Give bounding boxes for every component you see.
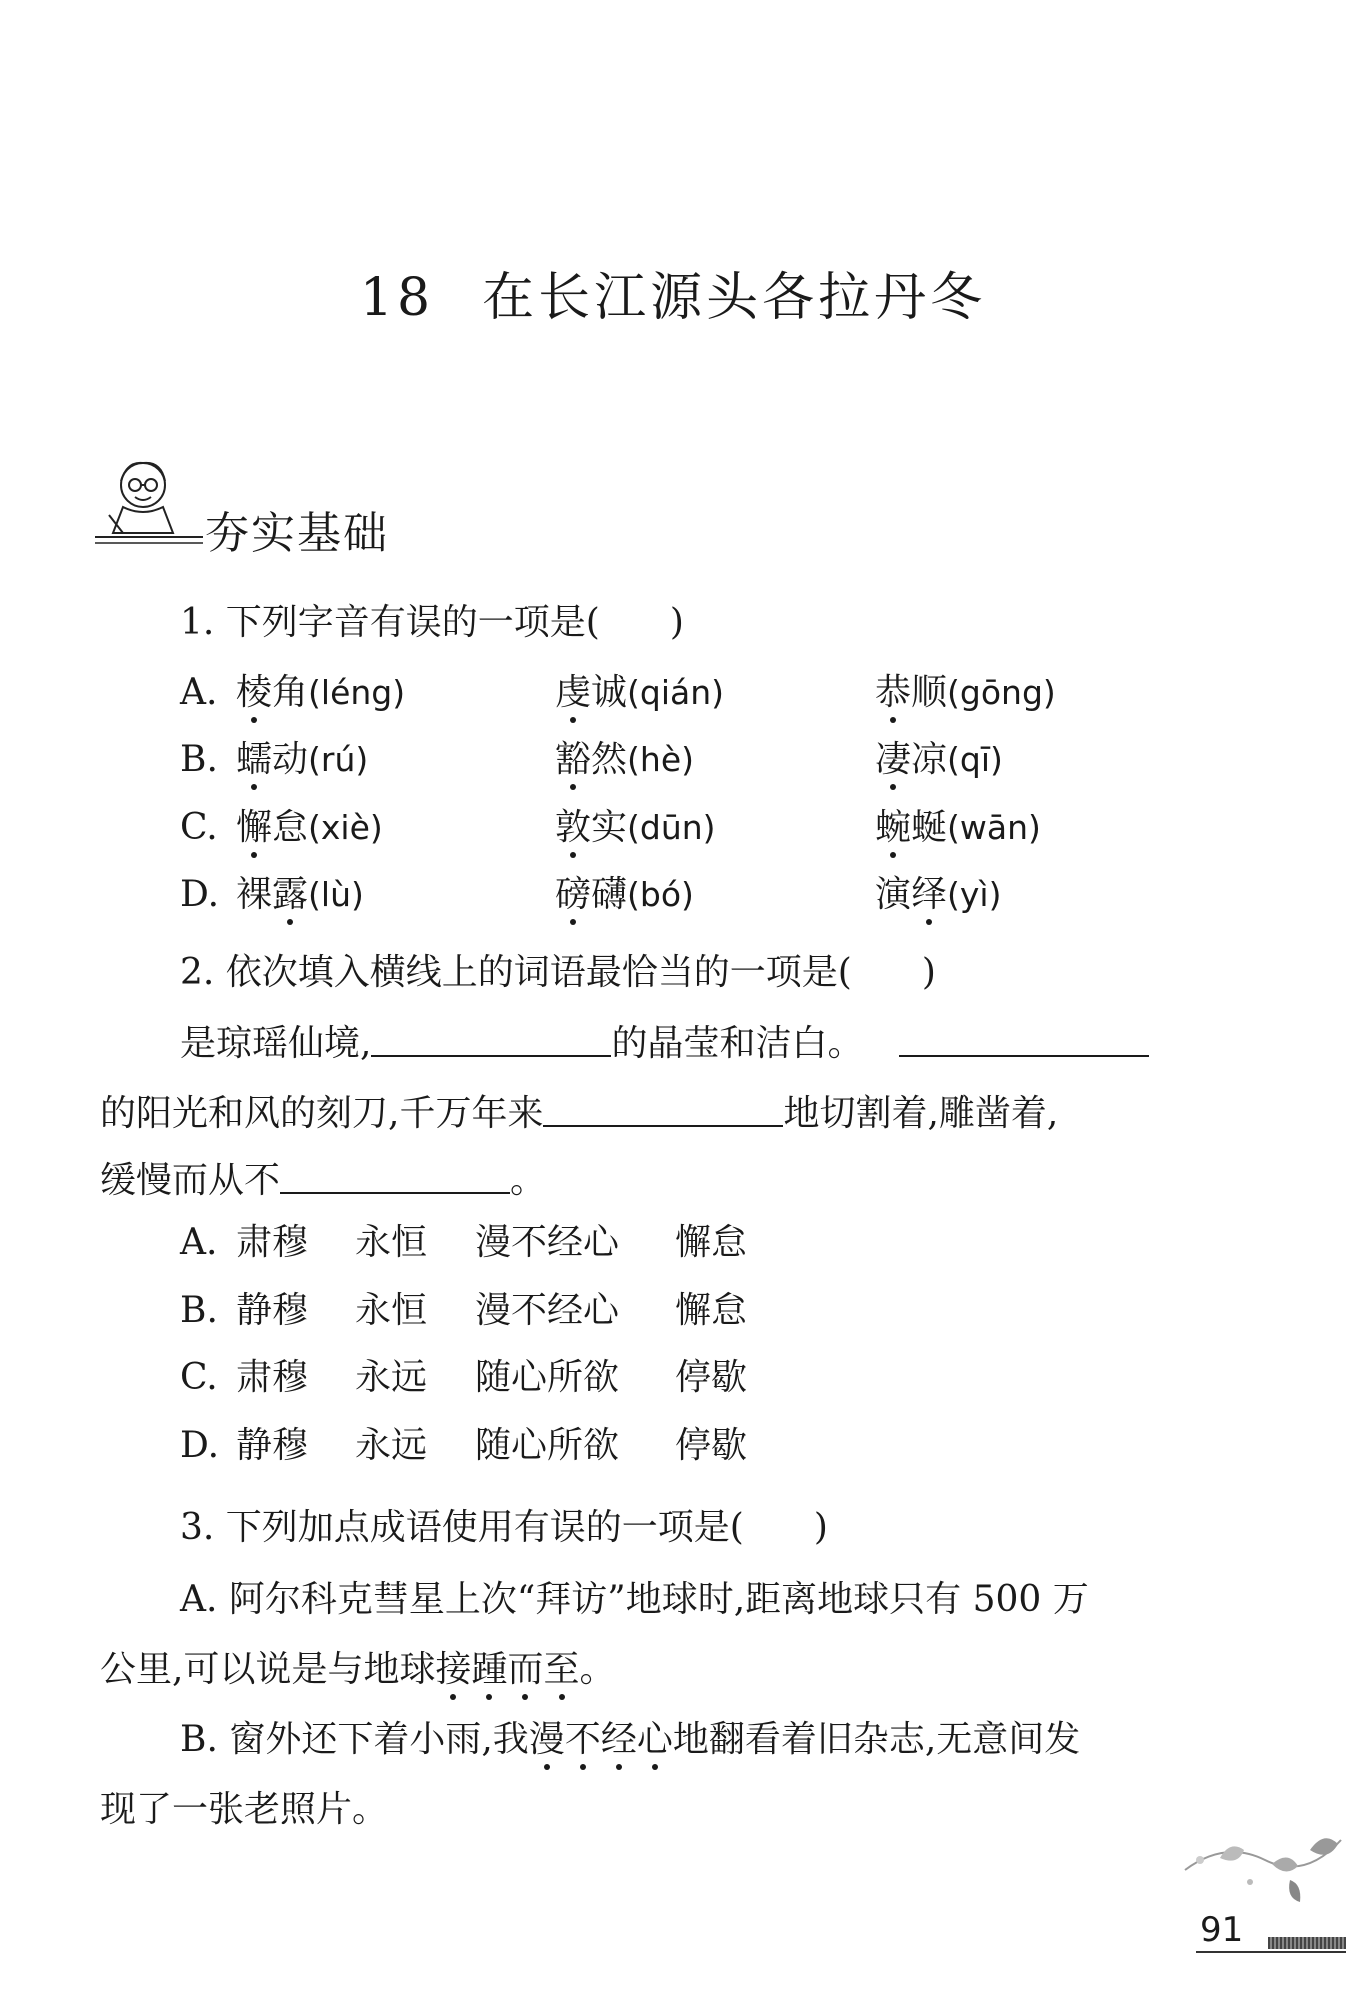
dotted-char: 漫 bbox=[528, 1719, 565, 1760]
pinyin-item bbox=[875, 874, 1002, 915]
pinyin: (yì) bbox=[947, 875, 1002, 914]
teacher-cartoon-icon bbox=[95, 455, 205, 565]
pinyin: (xiè) bbox=[308, 808, 383, 847]
option-word: 懈怠 bbox=[675, 1222, 748, 1263]
q3-option-b-line-2: 现了一张老照片。 bbox=[100, 1789, 389, 1830]
section-header bbox=[95, 455, 515, 565]
dotted-char: 不 bbox=[564, 1719, 601, 1760]
pinyin: (qián) bbox=[627, 673, 725, 712]
q3-text: 公里,可以说是与地球 bbox=[100, 1649, 436, 1690]
q2-text: 地切割着,雕凿着, bbox=[783, 1093, 1059, 1134]
char: 礴 bbox=[591, 874, 628, 915]
char: 诚 bbox=[591, 672, 628, 713]
pinyin: (dūn) bbox=[627, 808, 716, 847]
dotted-idiom bbox=[435, 1649, 579, 1690]
char: 凉 bbox=[911, 739, 948, 780]
dotted-char: 磅 bbox=[555, 874, 592, 915]
char: 蜒 bbox=[911, 807, 948, 848]
pinyin: (rú) bbox=[308, 740, 369, 779]
q3-text: B. 窗外还下着小雨,我 bbox=[180, 1719, 529, 1760]
dotted-idiom bbox=[529, 1719, 673, 1760]
lesson-number: 18 bbox=[359, 268, 435, 328]
q1-stem-text: 1. 下列字音有误的一项是( bbox=[180, 602, 600, 643]
q2-text: 的阳光和风的刻刀,千万年来 bbox=[100, 1093, 544, 1134]
dotted-char: 绎 bbox=[911, 874, 948, 915]
q2-stem-end: ) bbox=[921, 952, 936, 993]
q2-passage-line-3 bbox=[100, 1162, 546, 1199]
q2-stem-text: 2. 依次填入横线上的词语最恰当的一项是( bbox=[180, 952, 852, 993]
pinyin-item bbox=[875, 739, 1003, 780]
char: 顺 bbox=[911, 672, 948, 713]
option-letter: A. bbox=[180, 672, 218, 713]
q3-option-b-line-1 bbox=[180, 1719, 1081, 1760]
q3-stem bbox=[180, 1507, 828, 1548]
option-letter: C. bbox=[180, 807, 218, 848]
char: 动 bbox=[272, 739, 309, 780]
char: 角 bbox=[272, 672, 309, 713]
pinyin: (qī) bbox=[947, 740, 1003, 779]
pinyin-item bbox=[875, 807, 1041, 848]
dotted-char: 接 bbox=[435, 1649, 472, 1690]
pinyin: (bó) bbox=[627, 875, 694, 914]
char: 演 bbox=[875, 874, 912, 915]
dotted-char: 蜿 bbox=[875, 807, 912, 848]
char: 裸 bbox=[236, 874, 273, 915]
footer-bar bbox=[1268, 1937, 1346, 1949]
q2-passage-line-2 bbox=[100, 1095, 1058, 1132]
pinyin-item bbox=[236, 672, 406, 713]
q1-stem bbox=[180, 602, 684, 643]
q2-passage-line-1 bbox=[180, 1025, 1149, 1062]
dotted-char: 蠕 bbox=[236, 739, 273, 780]
option-word: 停歇 bbox=[675, 1357, 748, 1398]
q3-option-a-line-2 bbox=[100, 1649, 616, 1690]
q1-stem-end: ) bbox=[669, 602, 684, 643]
fill-blank[interactable] bbox=[543, 1095, 783, 1127]
option-word: 随心所欲 bbox=[475, 1425, 620, 1466]
q3-text: 。 bbox=[579, 1649, 616, 1690]
q2-text: 的晶莹和洁白。 bbox=[611, 1023, 864, 1064]
option-letter: C. bbox=[180, 1357, 218, 1398]
option-word: 静穆 bbox=[236, 1290, 309, 1331]
dotted-char: 心 bbox=[636, 1719, 673, 1760]
pinyin-item bbox=[236, 874, 364, 915]
dotted-char: 豁 bbox=[555, 739, 592, 780]
section-title: 夯实基础 bbox=[205, 508, 389, 559]
lesson-title bbox=[0, 255, 1346, 330]
option-word: 随心所欲 bbox=[475, 1357, 620, 1398]
dotted-char: 恭 bbox=[875, 672, 912, 713]
q3-option-a-line-1: A. 阿尔科克彗星上次“拜访”地球时,距离地球只有 500 万 bbox=[180, 1579, 1089, 1620]
option-word: 永恒 bbox=[355, 1222, 428, 1263]
pinyin: (wān) bbox=[947, 808, 1041, 847]
dotted-char: 敦 bbox=[555, 807, 592, 848]
dotted-char: 棱 bbox=[236, 672, 273, 713]
lesson-title-text: 在长江源头各拉丹冬 bbox=[482, 268, 987, 328]
pinyin-item bbox=[555, 807, 716, 848]
option-word: 永远 bbox=[355, 1357, 428, 1398]
dotted-char: 凄 bbox=[875, 739, 912, 780]
pinyin: (léng) bbox=[308, 673, 406, 712]
pinyin-item bbox=[875, 672, 1056, 713]
pinyin-item bbox=[236, 807, 383, 848]
pinyin-item bbox=[555, 874, 694, 915]
dotted-char: 露 bbox=[272, 874, 309, 915]
option-letter: B. bbox=[180, 739, 218, 780]
q2-text: 是琼瑶仙境, bbox=[180, 1023, 372, 1064]
option-word: 懈怠 bbox=[675, 1290, 748, 1331]
char: 然 bbox=[591, 739, 628, 780]
char: 实 bbox=[591, 807, 628, 848]
page-number: 91 bbox=[1200, 1910, 1244, 1950]
option-letter: B. bbox=[180, 1290, 218, 1331]
q3-text: 地翻看着旧杂志,无意间发 bbox=[672, 1719, 1081, 1760]
option-word: 漫不经心 bbox=[475, 1222, 620, 1263]
option-word: 静穆 bbox=[236, 1425, 309, 1466]
option-word: 漫不经心 bbox=[475, 1290, 620, 1331]
q3-stem-text: 3. 下列加点成语使用有误的一项是( bbox=[180, 1507, 744, 1548]
dotted-char: 踵 bbox=[471, 1649, 508, 1690]
q2-text: 。 bbox=[510, 1160, 547, 1201]
q2-stem bbox=[180, 952, 936, 993]
pinyin-item bbox=[555, 739, 694, 780]
option-letter: D. bbox=[180, 874, 220, 915]
option-word: 永远 bbox=[355, 1425, 428, 1466]
option-word: 永恒 bbox=[355, 1290, 428, 1331]
pinyin-item bbox=[236, 739, 369, 780]
dotted-char: 至 bbox=[543, 1649, 580, 1690]
q3-stem-end: ) bbox=[813, 1507, 828, 1548]
dotted-char: 虔 bbox=[555, 672, 592, 713]
fill-blank[interactable] bbox=[280, 1162, 510, 1194]
option-letter: D. bbox=[180, 1425, 220, 1466]
q2-text: 缓慢而从不 bbox=[100, 1160, 281, 1201]
option-word: 肃穆 bbox=[236, 1357, 309, 1398]
option-word: 停歇 bbox=[675, 1425, 748, 1466]
pinyin: (lù) bbox=[308, 875, 364, 914]
fill-blank[interactable] bbox=[899, 1025, 1149, 1057]
pinyin: (hè) bbox=[627, 740, 694, 779]
fill-blank[interactable] bbox=[371, 1025, 611, 1057]
char: 怠 bbox=[272, 807, 309, 848]
option-letter: A. bbox=[180, 1222, 218, 1263]
option-word: 肃穆 bbox=[236, 1222, 309, 1263]
dotted-char: 懈 bbox=[236, 807, 273, 848]
pinyin-item bbox=[555, 672, 725, 713]
footer-rule bbox=[1196, 1951, 1346, 1953]
vine-decoration-icon bbox=[1180, 1820, 1346, 1910]
dotted-char: 而 bbox=[507, 1649, 544, 1690]
dotted-char: 经 bbox=[600, 1719, 637, 1760]
pinyin: (gōng) bbox=[947, 673, 1056, 712]
